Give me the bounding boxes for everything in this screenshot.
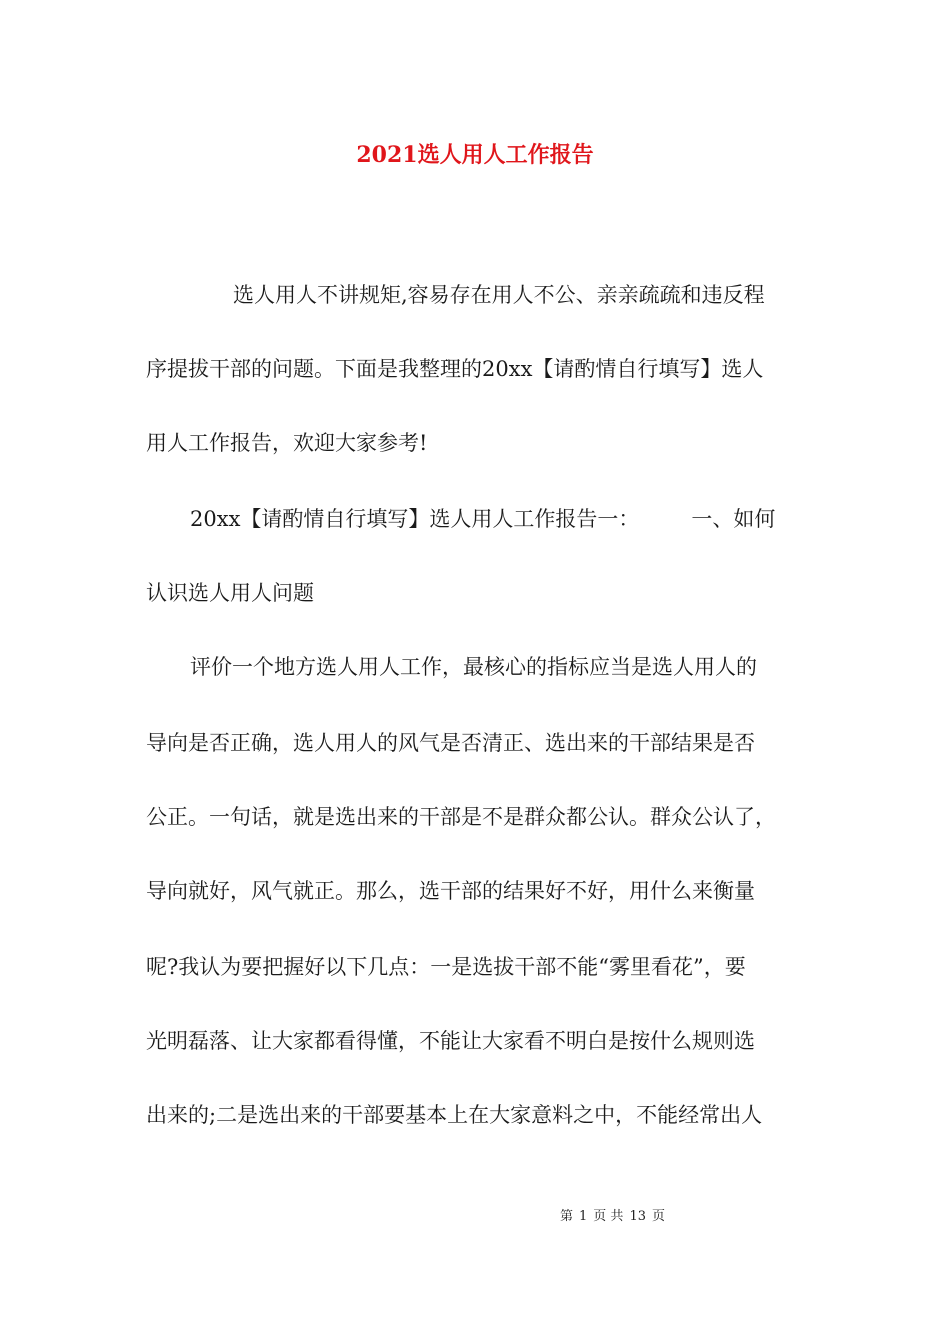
paragraph-line: 光明磊落、让大家都看得懂，不能让大家看不明白是按什么规则选: [146, 1029, 755, 1053]
report-subtitle: 20xx【请酌情自行填写】选人用人工作报告一：: [190, 507, 640, 531]
document-title: 2021选人用人工作报告: [356, 142, 594, 168]
footer-middle: 页 共: [593, 1209, 624, 1224]
paragraph-line: 认识选人用人问题: [146, 581, 314, 605]
paragraph-line: 序提拔干部的问题。下面是我整理的20xx【请酌情自行填写】选人: [146, 357, 764, 381]
paragraph-line: 导向就好，风气就正。那么，选干部的结果好不好，用什么来衡量: [146, 879, 755, 903]
paragraph-line: 公正。一句话，就是选出来的干部是不是群众都公认。群众公认了，: [146, 805, 776, 829]
footer-prefix: 第: [560, 1209, 574, 1224]
footer-total-pages: 13: [629, 1209, 646, 1224]
page-footer: [560, 1207, 671, 1227]
paragraph-line: 选人用人不讲规矩,容易存在用人不公、亲亲疏疏和违反程: [233, 283, 765, 307]
footer-suffix: 页: [651, 1209, 665, 1224]
paragraph-line: 导向是否正确，选人用人的风气是否清正、选出来的干部结果是否: [146, 731, 755, 755]
paragraph-line: 用人工作报告，欢迎大家参考!: [146, 431, 428, 455]
section-heading-line: [190, 504, 870, 534]
section-number: 一、如何: [691, 507, 776, 531]
paragraph-line: 评价一个地方选人用人工作，最核心的指标应当是选人用人的: [190, 655, 757, 679]
footer-page-number: 1: [579, 1209, 588, 1224]
paragraph-line: 出来的;二是选出来的干部要基本上在大家意料之中，不能经常出人: [146, 1103, 763, 1127]
paragraph-line: 呢?我认为要把握好以下几点：一是选拔干部不能“雾里看花”，要: [146, 955, 746, 979]
